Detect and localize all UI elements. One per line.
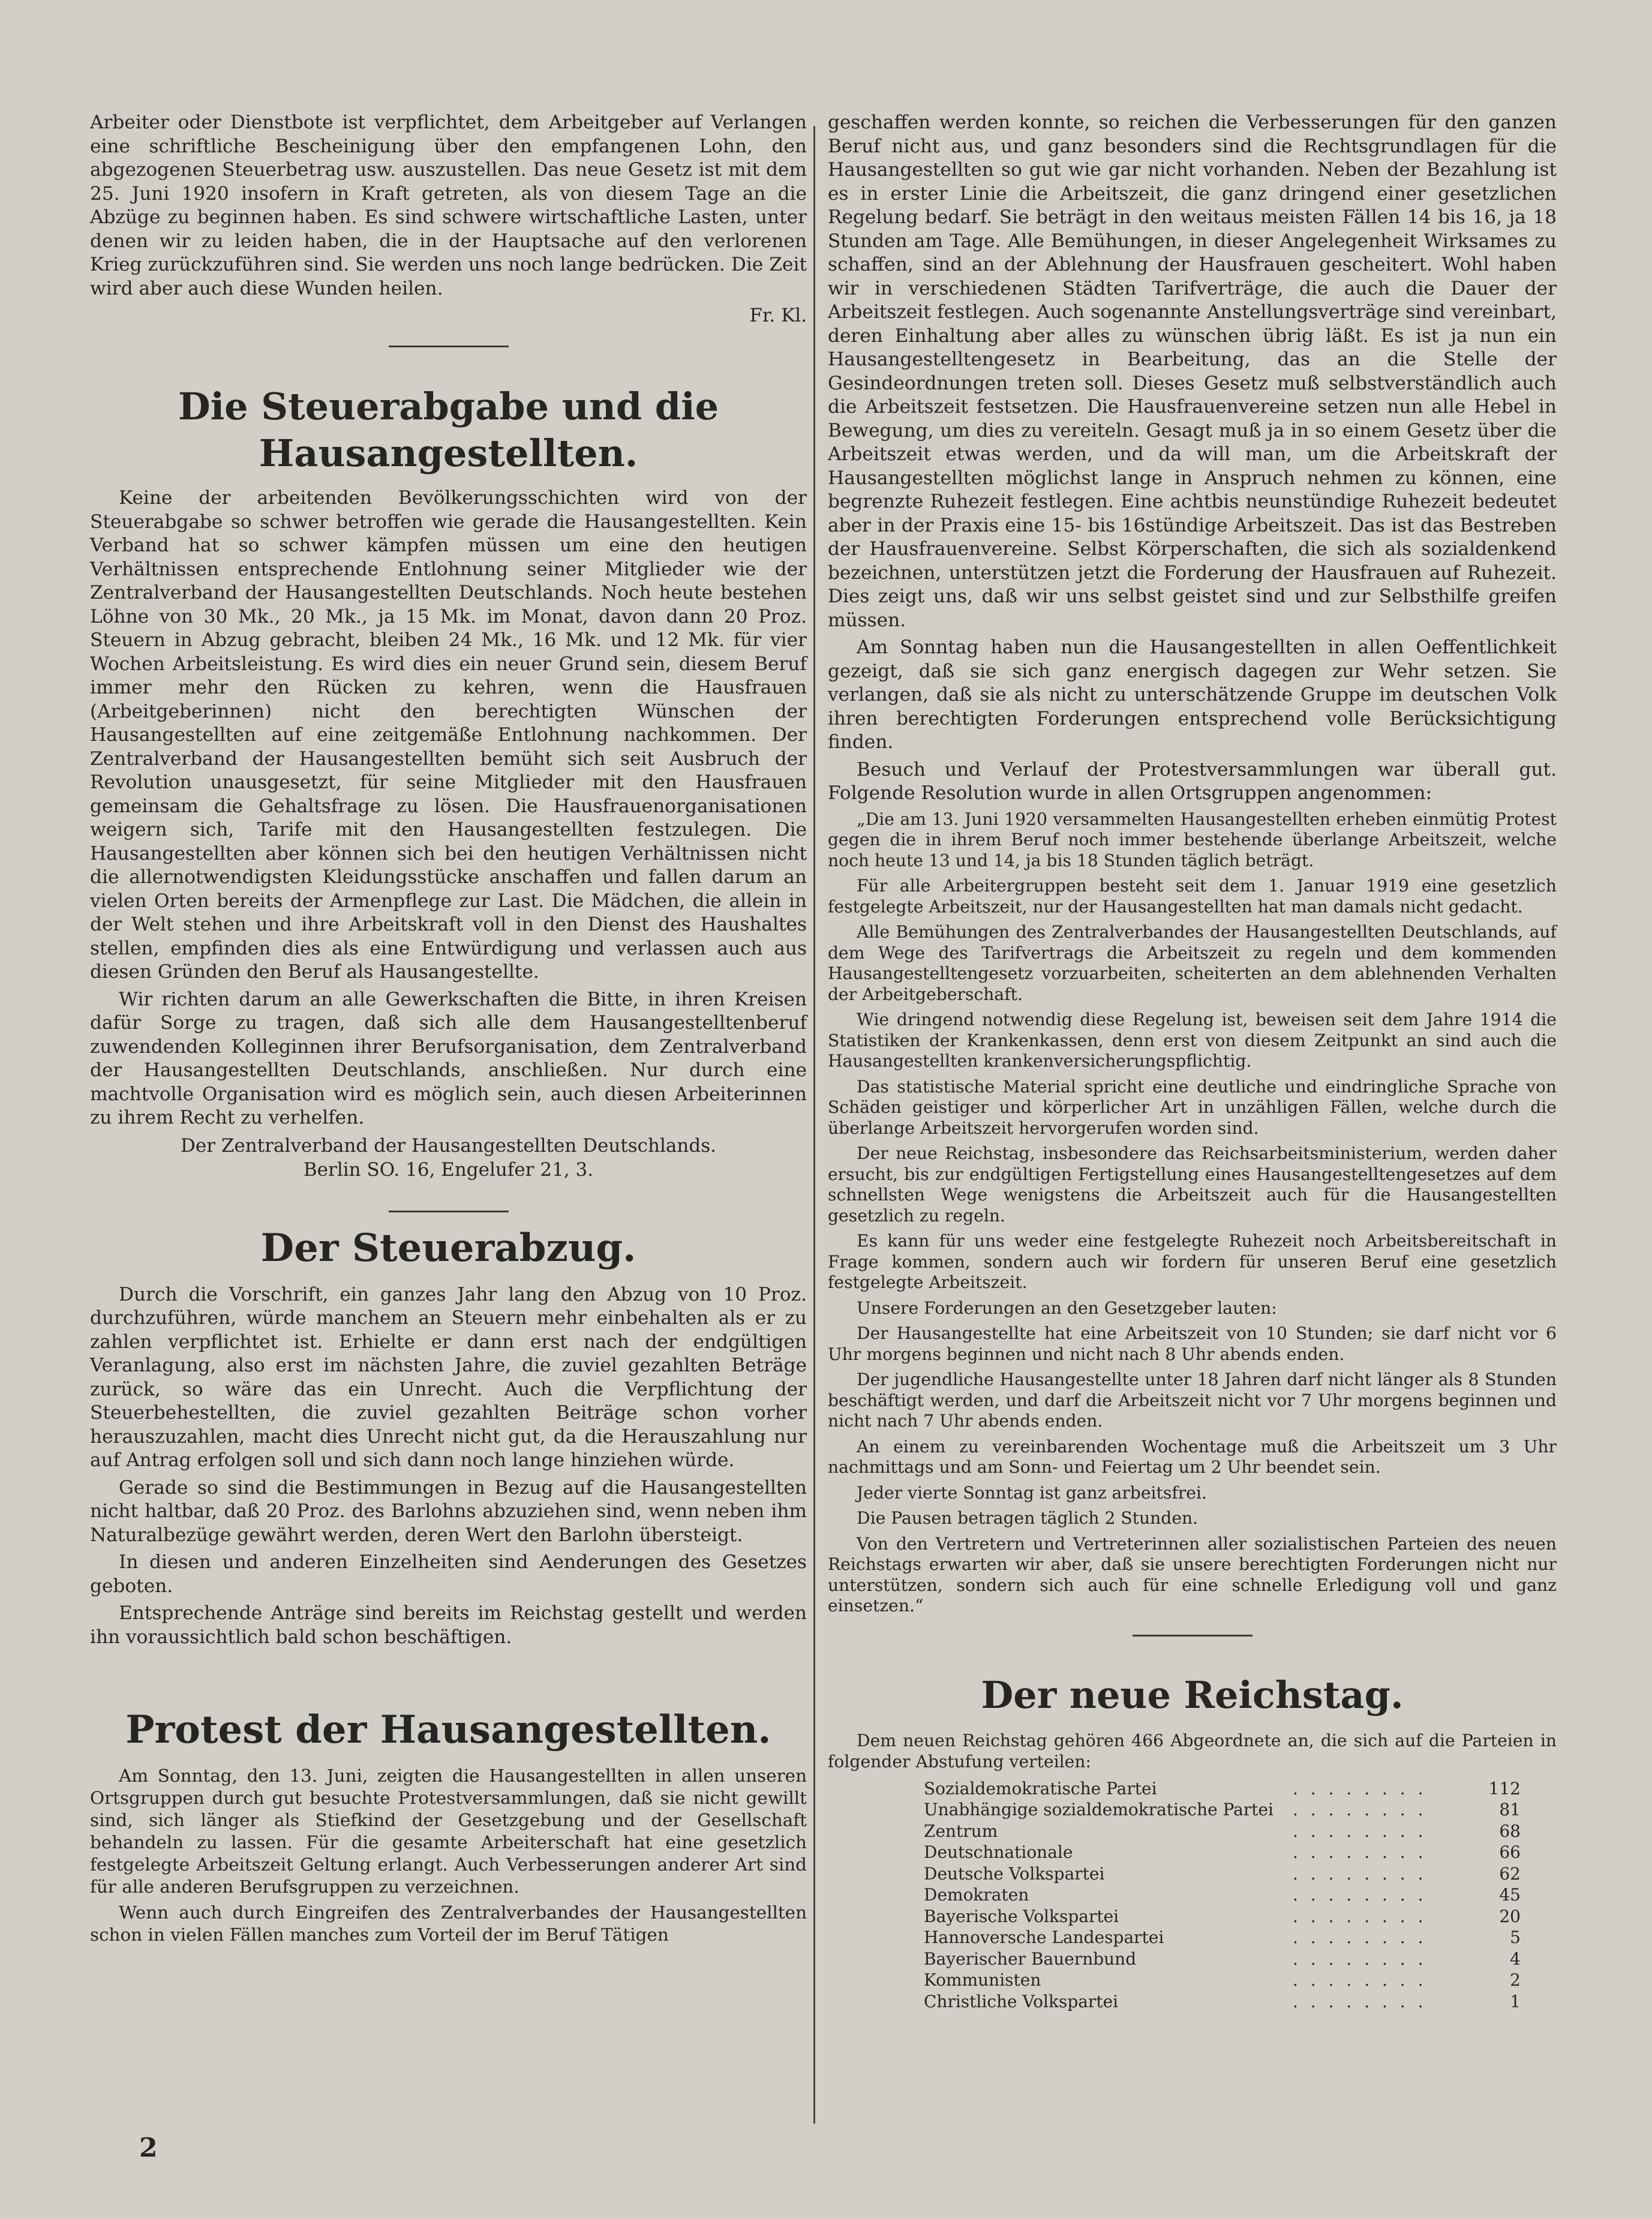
article-paragraph: Entsprechende Anträge sind bereits im Reichstag gestellt und werden ihn voraussichtlich bald schon beschäftigen. <box>90 1602 807 1648</box>
leader-dots: . . . . . . . . <box>1293 1885 1427 1905</box>
party-name: Zentrum <box>924 1821 998 1841</box>
resolution-paragraph: Die Pausen betragen täglich 2 Stunden. <box>857 1508 1199 1528</box>
party-name: Bayerische Volkspartei <box>924 1906 1119 1926</box>
resolution-paragraph: An einem zu vereinbarenden Wochentage muß die Arbeitszeit um 3 Uhr nachmittags und am Sonn- und Feiertag um 2 Uhr beendet sein. <box>828 1436 1557 1477</box>
resolution-paragraph: Der Hausangestellte hat eine Arbeitszeit von 10 Stunden; sie darf nicht vor 6 Uhr morgens beginnen und nicht nach 8 Uhr abends enden. <box>828 1323 1557 1364</box>
leader-dots: . . . . . . . . <box>1293 1927 1427 1947</box>
resolution-paragraph: Wie dringend notwendig diese Regelung ist, beweisen seit dem Jahre 1914 die Statistiken der Krankenkassen, denn erst von diesem Zeitpunkt an sind auch die Hausangestellten krankenversicherungspflichtig. <box>828 1010 1557 1071</box>
resolution-paragraph: Unsere Forderungen an den Gesetzgeber lauten: <box>857 1298 1277 1318</box>
page-number: 2 <box>139 2133 158 2163</box>
party-seats: 1 <box>1510 1991 1521 2011</box>
party-row <box>828 1884 1557 1906</box>
continuation-paragraph: Am Sonntag haben nun die Hausangestellten in allen Oeffentlichkeit gezeigt, daß sie sich ganz energisch dagegen zur Wehr setzen. Sie verlangen, daß sie als nicht zu unterschätzende Gruppe im deutschen Volk ihren berechtigten Forderungen entsprechend volle Berücksichtigung finden. <box>828 636 1557 753</box>
intro-paragraph: Arbeiter oder Dienstbote ist verpflichtet, dem Arbeitgeber auf Verlangen eine schriftliche Bescheinigung über den empfangenen Lohn, den abgezogenen Steuerbetrag usw. auszustellen. Das neue Gesetz ist mit dem 25. Juni 1920 insofern in Kraft getreten, als von diesem Tage an die Abzüge zu beginnen haben. Es sind schwere wirtschaftliche Lasten, unter denen wir zu leiden haben, die in der Hauptsache auf den verlorenen Krieg zurückzuführen sind. Sie werden uns noch lange bedrücken. Die Zeit wird aber auch diese Wunden heilen. <box>90 112 807 299</box>
article-signature: Der Zentralverband der Hausangestellten Deutschlands. <box>181 1134 716 1157</box>
party-seat-table <box>828 1778 1557 2013</box>
party-name: Hannoversche Landespartei <box>924 1927 1164 1947</box>
party-seats: 45 <box>1499 1885 1521 1905</box>
party-name: Christliche Volkspartei <box>924 1991 1119 2011</box>
resolution-paragraph: Das statistische Material spricht eine deutliche und eindringliche Sprache von Schäden geistiger und körperlicher Art in unzähligen Fällen, welche durch die überlange Arbeitszeit hervorgerufen worden sind. <box>828 1076 1557 1138</box>
leader-dots: . . . . . . . . <box>1293 1821 1427 1841</box>
resolution-paragraph: Der neue Reichstag, insbesondere das Reichsarbeitsministerium, werden daher ersucht, bis zur endgültigen Fertigstellung eines Hausangestelltengesetzes auf dem schnellsten Wege wenigstens die Arbeitszeit auch für die Hausangestellten gesetzlich zu regeln. <box>828 1143 1557 1226</box>
article-title-protest: Protest der Hausangestellten. <box>125 1707 771 1752</box>
article-paragraph: Keine der arbeitenden Bevölkerungsschichten wird von der Steuerabgabe so schwer betroffen wie gerade die Hausangestellten. Kein Verband hat so schwer kämpfen müssen um eine den heutigen Verhältnissen entsprechende Entlohnung seiner Mitglieder wie der Zentralverband der Hausangestellten Deutschlands. Noch heute bestehen Löhne von 30 Mk., 20 Mk., ja 15 Mk. im Monat, davon dann 20 Proz. Steuern in Abzug gebracht, bleiben 24 Mk., 16 Mk. und 12 Mk. für vier Wochen Arbeitsleistung. Es wird dies ein neuer Grund sein, diesem Beruf immer mehr den Rücken zu kehren, wenn die Hausfrauen (Arbeitgeberinnen) nicht den berechtigten Wünschen der Hausangestellten auf eine zeitgemäße Entlohnung nachkommen. Der Zentralverband der Hausangestellten bemüht sich seit Ausbruch der Revolution unausgesetzt, für seine Mitglieder mit den Hausfrauen gemeinsam die Gehaltsfrage zu lösen. Die Hausfrauenorganisationen weigern sich, Tarife mit den Hausangestellten festzulegen. Die Hausangestellten aber können sich bei den heutigen Verhältnissen nicht die allernotwendigsten Kleidungsstücke anschaffen und fallen darum an vielen Orten bereits der Armenpflege zur Last. Die Mädchen, die allein in der Welt stehen und ihre Arbeitskraft voll in den Dienst des Haushaltes stellen, empfinden dies als eine Entwürdigung und verlassen auch aus diesen Gründen den Beruf als Hausangestellte. <box>90 487 807 983</box>
party-row <box>828 1799 1557 1821</box>
article-paragraph: Gerade so sind die Bestimmungen in Bezug auf die Hausangestellten nicht haltbar, daß 20 Proz. des Barlohns abzuziehen sind, wenn neben ihm Naturalbezüge gewährt werden, deren Wert den Barlohn übersteigt. <box>90 1476 807 1546</box>
article-paragraph: Wenn auch durch Eingreifen des Zentralverbandes der Hausangestellten schon in vielen Fällen manches zum Vorteil der im Beruf Tätigen <box>90 1902 807 1945</box>
party-seats: 20 <box>1499 1906 1521 1926</box>
leader-dots: . . . . . . . . <box>1293 1991 1427 2011</box>
resolution-paragraph: Alle Bemühungen des Zentralverbandes der Hausangestellten Deutschlands, auf dem Wege des Tarifvertrags die Arbeitszeit zu regeln und dem kommenden Hausangestelltengesetz vorzuarbeiten, scheiterten an dem ablehnenden Verhalten der Arbeitgeberschaft. <box>828 922 1557 1004</box>
party-name: Deutschnationale <box>924 1842 1073 1862</box>
party-row <box>828 1842 1557 1863</box>
intro-signature: Fr. Kl. <box>749 305 807 326</box>
party-name: Sozialdemokratische Partei <box>924 1778 1157 1798</box>
right-column <box>828 111 1557 2012</box>
resolution-paragraph: Es kann für uns weder eine festgelegte Ruhezeit noch Arbeitsbereitschaft in Frage kommen, sondern auch wir fordern für unseren Beruf eine gesetzlich festgelegte Arbeitszeit. <box>828 1231 1557 1292</box>
party-row <box>828 1991 1557 2013</box>
party-row <box>828 1906 1557 1927</box>
resolution-paragraph: Für alle Arbeitergruppen besteht seit dem 1. Januar 1919 eine gesetzlich festgelegte Arbeitszeit, nur der Hausangestellten hat man damals nicht gedacht. <box>828 876 1557 917</box>
article-paragraph: Am Sonntag, den 13. Juni, zeigten die Hausangestellten in allen unseren Ortsgruppen durch gut besuchte Protestversammlungen, daß sie nicht gewillt sind, sich länger als Stiefkind der Gesetzgebung und der Gesellschaft behandeln zu lassen. Für die gesamte Arbeiterschaft hat eine gesetzlich festgelegte Arbeitszeit Geltung erlangt. Auch Verbesserungen anderer Art sind für alle anderen Berufsgruppen zu verzeichnen. <box>90 1765 807 1897</box>
leader-dots: . . . . . . . . <box>1293 1948 1427 1969</box>
article-address: Berlin SO. 16, Engelufer 21, 3. <box>303 1158 594 1181</box>
leader-dots: . . . . . . . . <box>1293 1970 1427 1990</box>
resolution-paragraph: „Die am 13. Juni 1920 versammelten Hausangestellten erheben einmütig Protest gegen die in ihrem Beruf noch immer bestehende überlange Arbeitszeit, welche noch heute 13 und 14, ja bis 18 Stunden täglich beträgt. <box>828 809 1557 870</box>
party-seats: 62 <box>1499 1863 1521 1884</box>
party-seats: 68 <box>1499 1821 1521 1841</box>
party-row <box>828 1969 1557 1991</box>
party-seats: 81 <box>1499 1800 1521 1819</box>
party-row <box>828 1863 1557 1885</box>
party-seats: 2 <box>1510 1970 1521 1990</box>
party-name: Bayerischer Bauernbund <box>924 1948 1137 1969</box>
article-title-steuerabzug: Der Steuerabzug. <box>260 1225 636 1271</box>
resolution-paragraph: Jeder vierte Sonntag ist ganz arbeitsfrei. <box>857 1482 1207 1503</box>
party-row <box>828 1821 1557 1842</box>
resolution-paragraph: Der jugendliche Hausangestellte unter 18 Jahren darf nicht länger als 8 Stunden beschäftigt werden, und darf die Arbeitszeit nicht vor 7 Uhr morgens beginnen und nicht nach 7 Uhr abends enden. <box>828 1370 1557 1431</box>
article-title-reichstag: Der neue Reichstag. <box>981 1672 1404 1717</box>
party-name: Unabhängige sozialdemokratische Partei <box>924 1800 1274 1819</box>
reichstag-intro: Dem neuen Reichstag gehören 466 Abgeordnete an, die sich auf die Parteien in folgender Abstufung verteilen: <box>828 1730 1557 1771</box>
party-name: Deutsche Volkspartei <box>924 1863 1105 1884</box>
column-rule <box>813 126 815 2124</box>
leader-dots: . . . . . . . . <box>1293 1778 1427 1798</box>
party-row <box>828 1927 1557 1948</box>
party-name: Demokraten <box>924 1885 1029 1905</box>
party-name: Kommunisten <box>924 1970 1041 1990</box>
resolution-paragraph: Von den Vertretern und Vertreterinnen aller sozialistischen Parteien des neuen Reichstags erwarten wir aber, daß sie unsere berechtigten Forderungen nicht nur unterstützen, sondern sich auch für eine schnelle Erledigung voll und ganz einsetzen.“ <box>828 1533 1557 1616</box>
article-paragraph: Wir richten darum an alle Gewerkschaften die Bitte, in ihren Kreisen dafür Sorge zu tragen, daß sich alle dem Hausangestelltenberuf zuwendenden Kolleginnen ihrer Berufsorganisation, dem Zentralverband der Hausangestellten Deutschlands, anschließen. Nur durch eine machtvolle Organisation wird es möglich sein, auch diesen Arbeiterinnen zu ihrem Recht zu verhelfen. <box>90 988 807 1128</box>
leader-dots: . . . . . . . . <box>1293 1863 1427 1884</box>
article-title-steuerabgabe: Die Steuerabgabe und die Hausangestellten. <box>178 385 719 475</box>
resolution-block <box>828 809 1557 1617</box>
left-column <box>90 111 807 1950</box>
article-paragraph: In diesen und anderen Einzelheiten sind Aenderungen des Gesetzes geboten. <box>90 1551 807 1597</box>
party-seats: 66 <box>1499 1842 1521 1862</box>
section-divider <box>389 1211 509 1212</box>
leader-dots: . . . . . . . . <box>1293 1906 1427 1926</box>
party-row <box>828 1778 1557 1800</box>
leader-dots: . . . . . . . . <box>1293 1800 1427 1819</box>
leader-dots: . . . . . . . . <box>1293 1842 1427 1862</box>
party-seats: 4 <box>1510 1948 1521 1969</box>
article-paragraph: Durch die Vorschrift, ein ganzes Jahr lang den Abzug von 10 Proz. durchzuführen, würde manchem an Steuern mehr einbehalten als er zu zahlen verpflichtet ist. Erhielte er dann erst nach der endgültigen Veranlagung, also erst im nächsten Jahre, die zuviel gezahlten Beträge zurück, so wäre das ein Unrecht. Auch die Verpflichtung der Steuerbehestellten, die zuviel gezahlten Beiträge schon vorher herauszuzahlen, macht dies Unrecht nicht gut, da die Herauszahlung nur auf Antrag erfolgen soll und sich dann noch lange hinziehen würde. <box>90 1283 807 1471</box>
continuation-paragraph: geschaffen werden konnte, so reichen die Verbesserungen für den ganzen Beruf nicht aus, und ganz besonders sind die Rechtsgrundlagen für die Hausangestellten so gut wie gar nicht vorhanden. Neben der Bezahlung ist es in erster Linie die Arbeitszeit, die ganz dringend einer gesetzlichen Regelung bedarf. Sie beträgt in den weitaus meisten Fällen 14 bis 16, ja 18 Stunden am Tage. Alle Bemühungen, in dieser Angelegenheit Wirksames zu schaffen, sind an der Ablehnung der Hausfrauen gescheitert. Wohl haben wir in verschiedenen Städten Tarifverträge, die auch die Dauer der Arbeitszeit festlegen. Auch sogenannte Anstellungsverträge sind vereinbart, deren Einhaltung aber alles zu wünschen übrig läßt. Es ist ja nun ein Hausangestelltengesetz in Bearbeitung, das an die Stelle der Gesindeordnungen treten soll. Dieses Gesetz muß selbstverständlich auch die Arbeitszeit festsetzen. Die Hausfrauenvereine setzen nun alle Hebel in Bewegung, um dies zu vereiteln. Gesagt muß ja in so einem Gesetz über die Arbeitszeit etwas werden, und da will man, um die Arbeitskraft der Hausangestellten möglichst lange in Anspruch nehmen zu können, eine begrenzte Ruhezeit festlegen. Eine achtbis neunstündige Ruhezeit bedeutet aber in der Praxis eine 15- bis 16stündige Arbeitszeit. Das ist das Bestreben der Hausfrauenvereine. Selbst Körperschaften, die sich als sozialdenkend bezeichnen, unterstützen jetzt die Forderung der Hausfrauen auf Ruhezeit. Dies zeigt uns, daß wir uns selbst geistet sind und zur Selbsthilfe greifen müssen. <box>828 112 1557 631</box>
party-seats: 5 <box>1510 1927 1521 1947</box>
continuation-paragraph: Besuch und Verlauf der Protestversammlungen war überall gut. Folgende Resolution wurde in allen Ortsgruppen angenommen: <box>828 758 1557 804</box>
party-row <box>828 1948 1557 1970</box>
section-divider <box>389 346 509 347</box>
section-divider <box>1133 1635 1252 1637</box>
party-seats: 112 <box>1488 1778 1521 1798</box>
